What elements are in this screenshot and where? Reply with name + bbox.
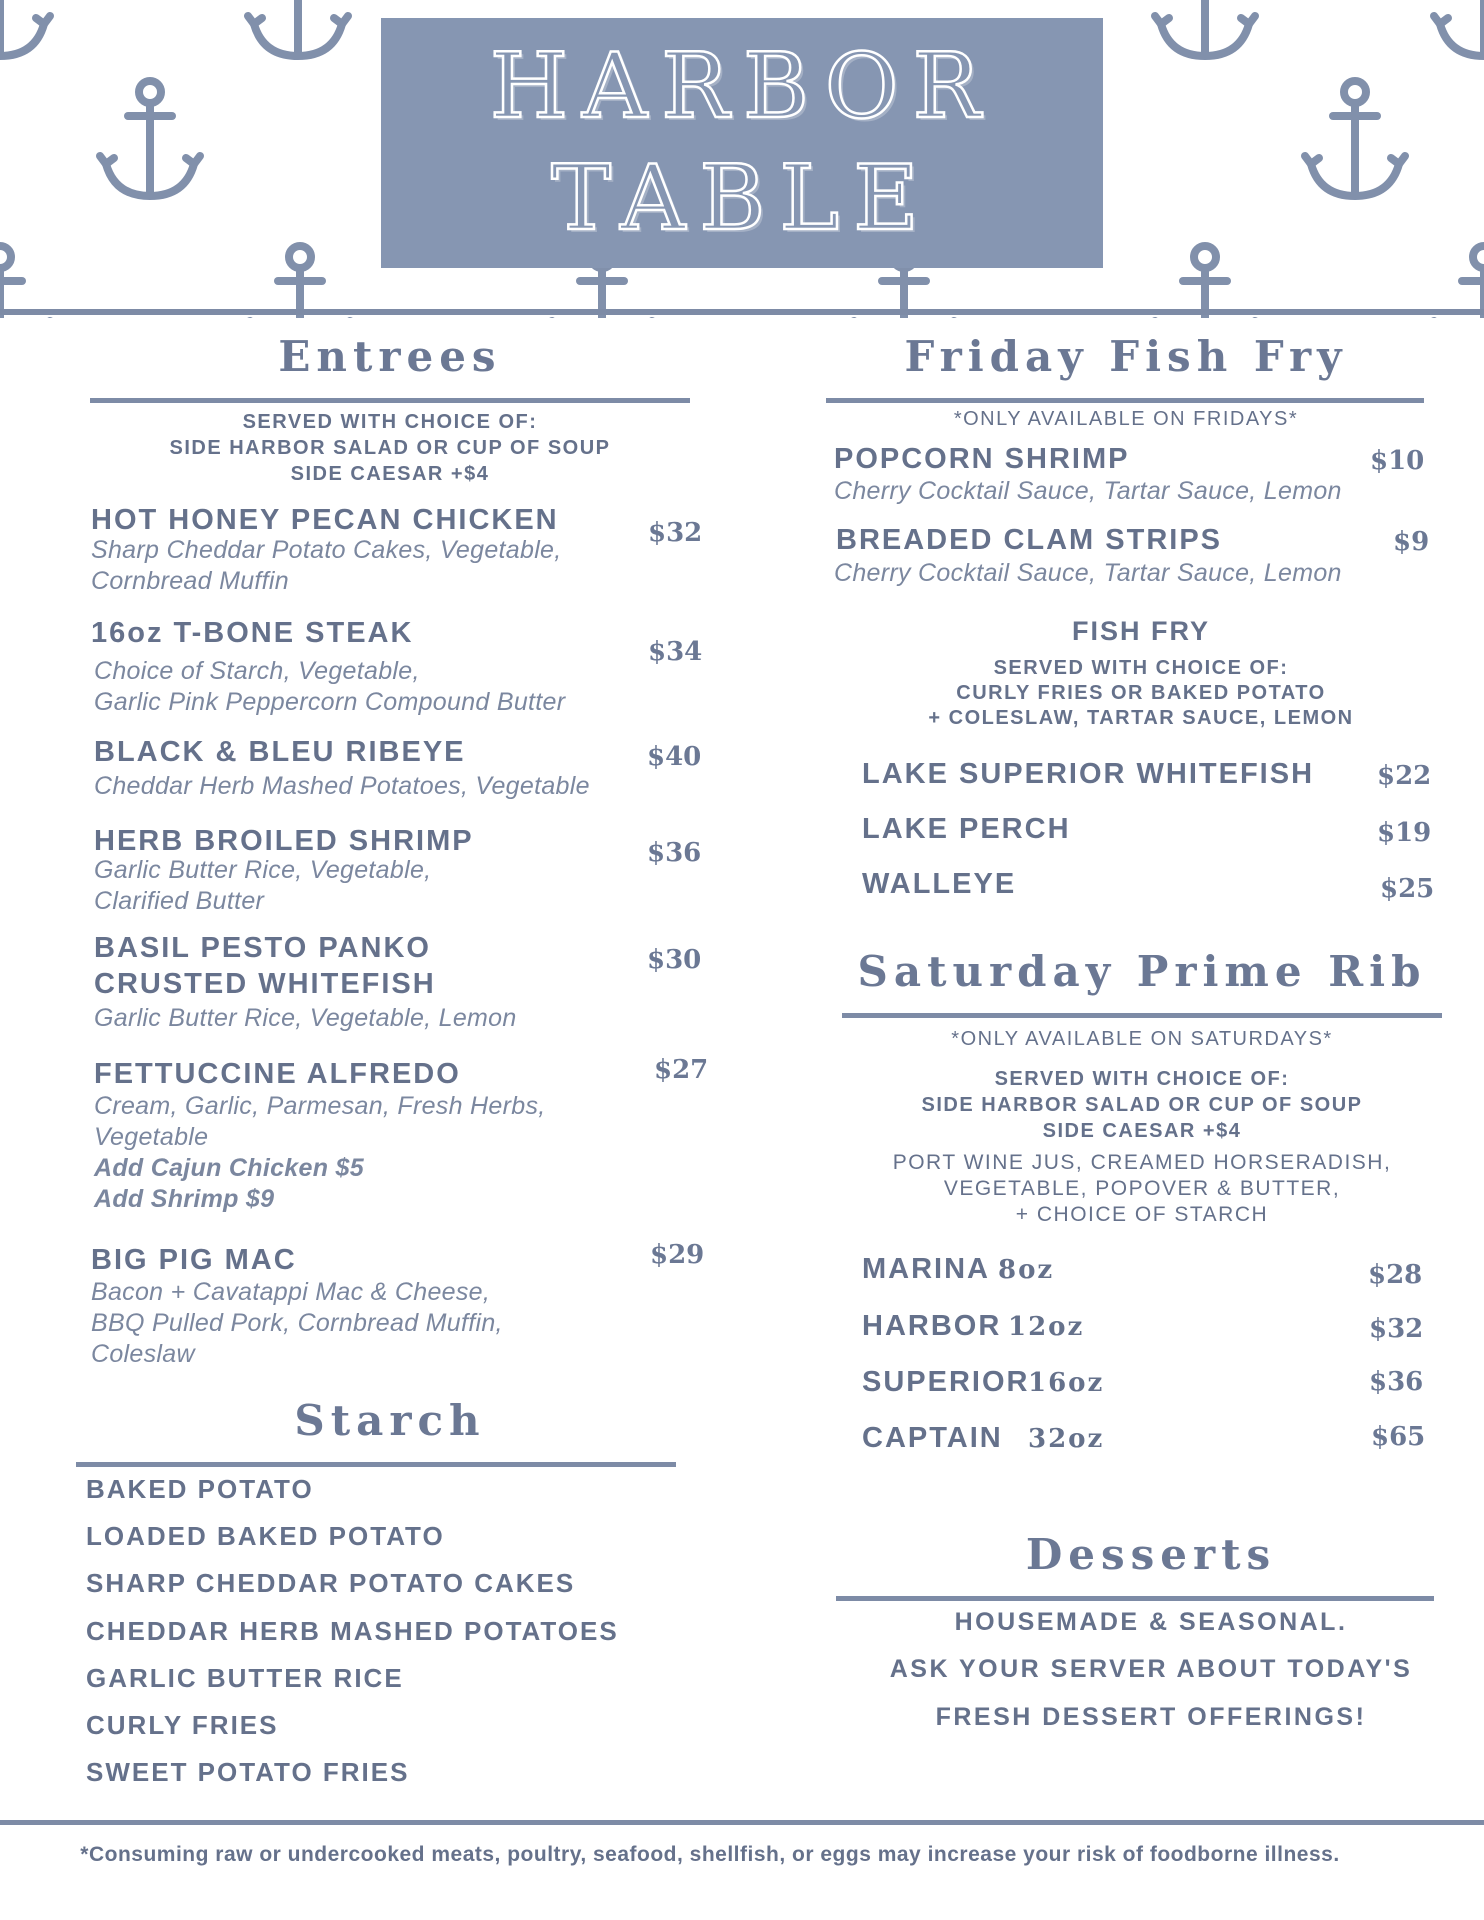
prime-rib-cut-price: $36 [1369,1367,1424,1397]
prime-rib-description-line: + CHOICE OF STARCH [1015,1203,1269,1226]
desserts-heading: Desserts [1025,1530,1277,1579]
entrees-note-line: SIDE CAESAR +$4 [290,463,490,485]
entree-name: BIG PIG MAC [91,1244,297,1276]
prime-rib-cut-price: $65 [1371,1422,1426,1452]
desserts-line: HOUSEMADE & SEASONAL. [954,1608,1348,1636]
entree-description-line: Vegetable [94,1123,209,1151]
entree-description-line: Cheddar Herb Mashed Potatoes, Vegetable [94,772,590,800]
fish-fry-app-price: $9 [1393,527,1430,557]
anchor-icon [100,81,200,196]
entree-description [94,1091,546,1153]
fish-fry-note-line: + COLESLAW, TARTAR SAUCE, LEMON [928,707,1354,729]
entree-price: $32 [648,518,703,548]
anchor-icon [1434,0,1484,56]
entree-description-line: Cream, Garlic, Parmesan, Fresh Herbs, [94,1092,546,1120]
starch-divider [76,1462,676,1467]
starch-item: GARLIC BUTTER RICE [86,1663,404,1693]
starch-item: SWEET POTATO FRIES [86,1757,410,1787]
addon-option: Add Cajun Chicken $5 [94,1154,364,1182]
entree-description [94,855,431,917]
prime-rib-description-line: VEGETABLE, POPOVER & BUTTER, [943,1177,1341,1200]
entree-name: HERB BROILED SHRIMP [94,825,474,857]
prime-rib-heading: Saturday Prime Rib [857,947,1427,996]
prime-rib-note-line: SIDE CAESAR +$4 [1042,1120,1242,1142]
fish-fry-app-price: $10 [1370,446,1425,476]
fish-fry-app-name: BREADED CLAM STRIPS [836,524,1223,556]
entree-description-line: Cornbread Muffin [91,567,289,595]
anchor-icon [1155,0,1255,56]
desserts-divider [836,1596,1434,1601]
fish-name: LAKE PERCH [862,813,1071,845]
entree-description-line: Clarified Butter [94,887,265,915]
prime-rib-cut-price: $28 [1368,1260,1423,1290]
prime-rib-divider [842,1013,1442,1018]
entree-name: HOT HONEY PECAN CHICKEN [91,504,559,536]
fish-name: WALLEYE [862,868,1017,900]
entree-name: BLACK & BLEU RIBEYE [94,736,466,768]
entree-description-line: Choice of Starch, Vegetable, [94,657,420,685]
entree-price: $27 [654,1055,709,1085]
anchor-icon [1155,246,1255,318]
anchor-icon [0,0,50,56]
footer-divider [0,1820,1484,1825]
entree-price: $29 [650,1240,705,1270]
entree-description-line: Bacon + Cavatappi Mac & Cheese, [91,1278,491,1306]
restaurant-name-line1: HARBOR [489,34,995,139]
fish-fry-app-description: Cherry Cocktail Sauce, Tartar Sauce, Lemon [834,559,1342,587]
prime-rib-description [842,1150,1442,1228]
starch-item: LOADED BAKED POTATO [86,1521,445,1551]
entree-description-line: Sharp Cheddar Potato Cakes, Vegetable, [91,536,562,564]
entrees-divider [90,398,690,403]
fish-fry-app-name: POPCORN SHRIMP [834,443,1130,475]
entree-description-line: BBQ Pulled Pork, Cornbread Muffin, [91,1309,503,1337]
entree-description [94,1003,517,1034]
entree-description-line: Coleslaw [91,1340,195,1368]
entree-name [94,930,436,1002]
food-safety-disclaimer: *Consuming raw or undercooked meats, poultry, seafood, shellfish, or eggs may increase your risk of foodborne illness. [80,1843,1340,1866]
entree-description [91,535,562,597]
entree-description-line: Garlic Butter Rice, Vegetable, Lemon [94,1004,517,1032]
starch-item: BAKED POTATO [86,1474,314,1504]
starch-item: CHEDDAR HERB MASHED POTATOES [86,1616,619,1646]
anchor-icon [1305,81,1405,196]
fish-fry-note-line: SERVED WITH CHOICE OF: [993,657,1289,679]
prime-rib-cut-size: 8oz [998,1255,1055,1285]
prime-rib-note [842,1066,1442,1144]
entree-name-line: BASIL PESTO PANKO [94,932,431,964]
entree-name: FETTUCCINE ALFREDO [94,1058,461,1090]
desserts-line: FRESH DESSERT OFFERINGS! [935,1703,1367,1731]
prime-rib-cut-price: $32 [1369,1314,1424,1344]
fish-fry-availability: *ONLY AVAILABLE ON FRIDAYS* [953,408,1299,430]
prime-rib-note-line: SIDE HARBOR SALAD OR CUP OF SOUP [921,1094,1363,1116]
entree-description-line: Garlic Pink Peppercorn Compound Butter [94,688,566,716]
entrees-heading: Entrees [278,332,502,381]
starch-item: SHARP CHEDDAR POTATO CAKES [86,1568,576,1598]
header-divider [0,309,1484,315]
title-plaque [381,18,1103,268]
entree-price: $36 [647,838,702,868]
entree-addons [94,1153,364,1215]
entree-name: 16oz T-BONE STEAK [91,617,414,649]
fish-fry-app-description: Cherry Cocktail Sauce, Tartar Sauce, Lemon [834,477,1342,505]
desserts-line: ASK YOUR SERVER ABOUT TODAY'S [889,1655,1413,1683]
prime-rib-cut-name: CAPTAIN [862,1422,1003,1454]
prime-rib-cut-size: 16oz [1028,1368,1105,1398]
addon-option: Add Shrimp $9 [94,1185,275,1213]
prime-rib-availability: *ONLY AVAILABLE ON SATURDAYS* [951,1028,1333,1050]
anchor-icon [0,246,50,318]
fish-fry-note-line: CURLY FRIES OR BAKED POTATO [956,682,1326,704]
prime-rib-cut-name: MARINA [862,1253,990,1285]
anchor-icon [248,0,348,56]
entree-description [94,771,590,802]
header-banner [0,0,1484,318]
fish-price: $19 [1377,818,1432,848]
entree-description [91,1277,503,1370]
anchor-icon [1434,246,1484,318]
entree-price: $34 [648,637,703,667]
prime-rib-cut-name: SUPERIOR [862,1366,1030,1398]
fish-fry-divider [826,398,1424,403]
fish-name: LAKE SUPERIOR WHITEFISH [862,758,1315,790]
prime-rib-description-line: PORT WINE JUS, CREAMED HORSERADISH, [892,1151,1392,1174]
fish-fry-note [826,656,1456,731]
prime-rib-cut-name: HARBOR [862,1310,1002,1342]
fish-price: $25 [1380,874,1435,904]
anchor-icon [250,246,350,318]
entrees-note-line: SIDE HARBOR SALAD OR CUP OF SOUP [169,437,611,459]
entree-description-line: Garlic Butter Rice, Vegetable, [94,856,432,884]
prime-rib-cut-size: 12oz [1008,1312,1085,1342]
entree-price: $30 [647,945,702,975]
starch-heading: Starch [294,1396,486,1445]
fish-price: $22 [1377,761,1432,791]
entree-description [94,656,565,718]
prime-rib-cut-size: 32oz [1028,1424,1105,1454]
entree-name-line: CRUSTED WHITEFISH [94,968,436,1000]
fish-fry-subtitle: FISH FRY [1071,616,1210,646]
entrees-note-line: SERVED WITH CHOICE OF: [242,411,538,433]
fish-fry-heading: Friday Fish Fry [904,332,1348,381]
entrees-note [90,409,690,487]
starch-item: CURLY FRIES [86,1710,279,1740]
prime-rib-note-line: SERVED WITH CHOICE OF: [994,1068,1290,1090]
entree-price: $40 [647,742,702,772]
restaurant-name-line2: TABLE [551,146,933,251]
